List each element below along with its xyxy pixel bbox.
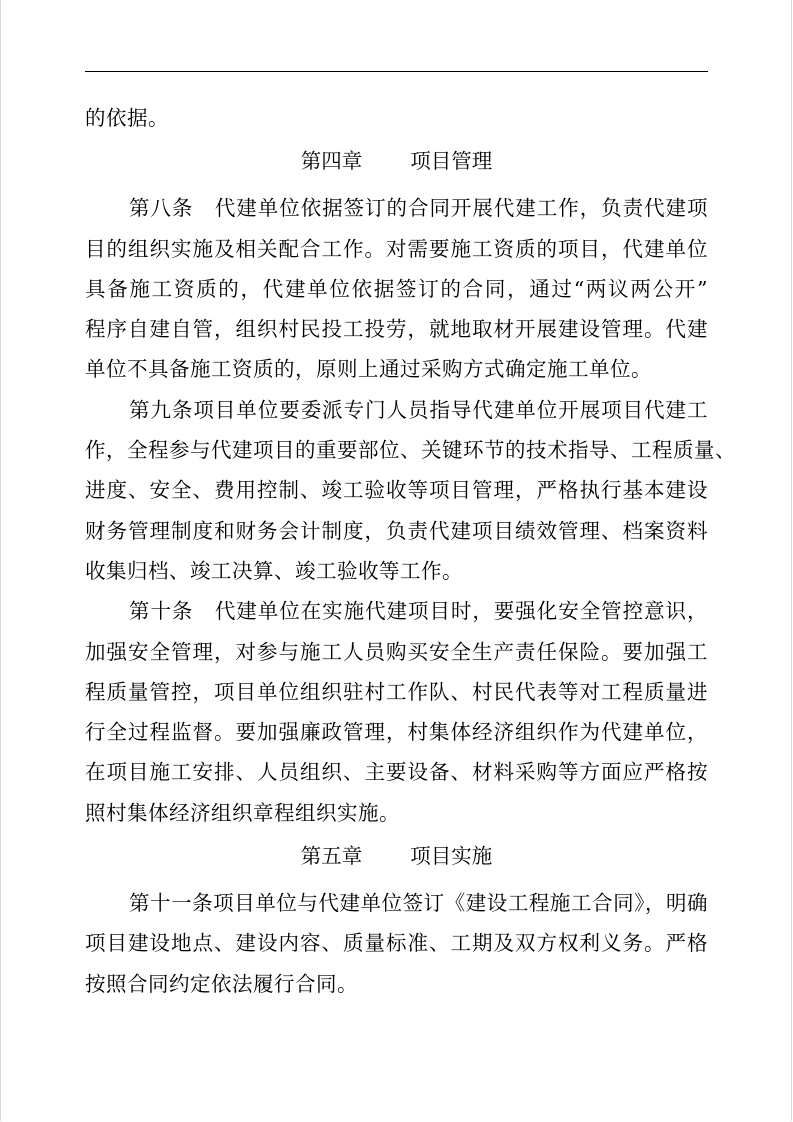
text-line: 加强安全管理，对参与施工人员购买安全生产责任保险。要加强工 [85,639,708,664]
chapter-title: 项目实施 [410,844,493,869]
text-line: 照村集体经济组织章程组织实施。 [85,800,400,825]
text-line: 具备施工资质的，代建单位依据签订的合同，通过“两议两公开” [85,276,708,301]
text-line: 第十条 代建单位在实施代建项目时，要强化安全管控意识， [129,599,708,624]
chapter-number: 第四章 [300,149,363,174]
chapter-heading [85,138,708,184]
text-line: 作，全程参与代建项目的重要部位、关键环节的技术指导、工程质量、 [85,438,736,463]
chapter-heading [85,833,708,879]
text-line: 单位不具备施工资质的，原则上通过采购方式确定施工单位。 [85,357,652,382]
article-9 [85,390,736,591]
article-10 [85,591,708,833]
text-line: 收集归档、竣工决算、竣工验收等工作。 [85,558,463,583]
text-line: 程序自建自管，组织村民投工投劳，就地取材开展建设管理。代建 [85,317,708,342]
chapter-title: 项目管理 [410,149,493,174]
text-line: 按照合同约定依法履行合同。 [85,971,358,996]
text-line: 财务管理制度和财务会计制度，负责代建项目绩效管理、档案资料 [85,518,708,543]
text-line: 第九条项目单位要委派专门人员指导代建单位开展项目代建工 [129,397,708,422]
text-line: 第八条 代建单位依据签订的合同开展代建工作，负责代建项 [129,196,708,221]
text-line: 的依据。 [85,106,169,130]
text-line: 第十一条项目单位与代建单位签订《建设工程施工合同》，明确 [129,891,708,916]
text-line: 行全过程监督。要加强廉政管理，村集体经济组织作为代建单位， [85,720,708,745]
article-8 [85,188,708,389]
text-line: 目的组织实施及相关配合工作。对需要施工资质的项目，代建单位 [85,236,708,261]
chapter-number: 第五章 [300,844,363,869]
text-line: 程质量管控，项目单位组织驻村工作队、村民代表等对工程质量进 [85,679,708,704]
text-line: 项目建设地点、建设内容、质量标准、工期及双方权利义务。严格 [85,931,708,956]
header-rule [85,71,708,72]
text-line: 进度、安全、费用控制、竣工验收等项目管理，严格执行基本建设 [85,478,708,503]
document-body [85,98,736,1004]
article-11 [85,883,708,1004]
text-line: 在项目施工安排、人员组织、主要设备、材料采购等方面应严格按 [85,760,708,785]
